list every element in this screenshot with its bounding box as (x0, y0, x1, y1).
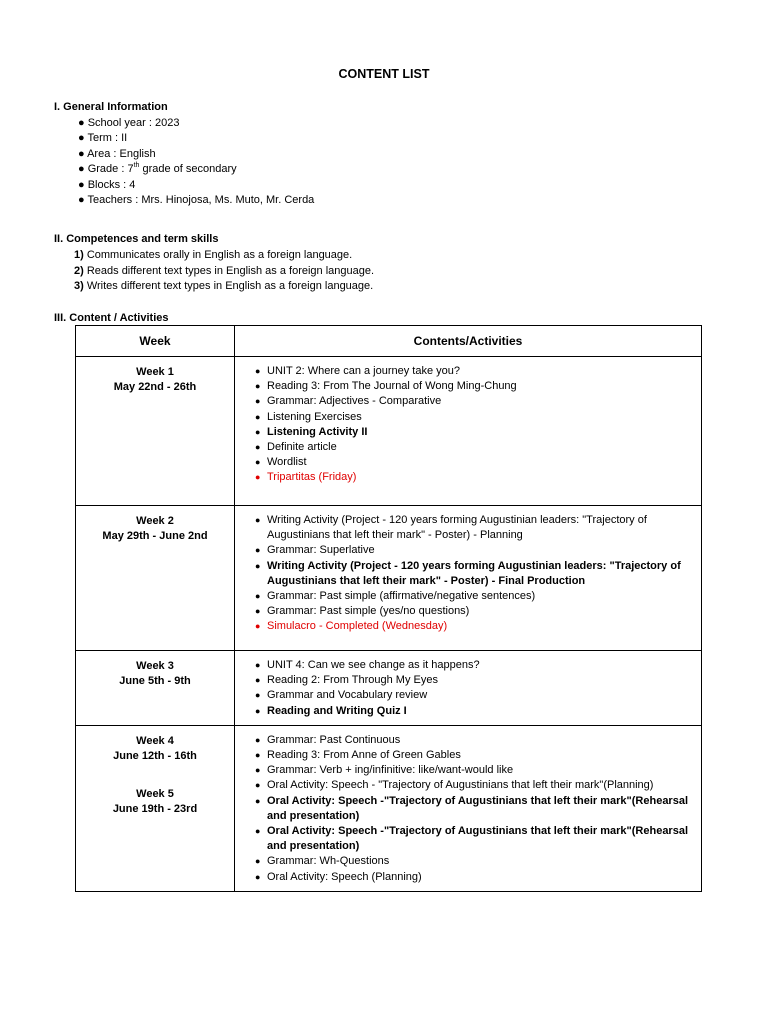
list-item: ● Term : II (78, 132, 128, 145)
list-item: ● Reading and Writing Quiz I (255, 704, 691, 719)
table-row (76, 506, 702, 651)
list-item (74, 279, 374, 295)
list-item: ● Simulacro - Completed (Wednesday) (255, 619, 691, 634)
school-year: School year : 2023 (87, 117, 180, 129)
table-row (76, 357, 702, 506)
list-item: ● UNIT 2: Where can a journey take you? (255, 364, 691, 379)
list-item: ● Oral Activity: Speech - "Trajectory of Augustinians that left their mark"(Planning) (255, 778, 691, 793)
activities-cell (235, 506, 702, 651)
list-item: ● Grammar: Wh-Questions (255, 854, 691, 869)
activities-cell (235, 725, 702, 891)
list-item: ● Reading 3: From The Journal of Wong Ming-Chung (255, 379, 691, 394)
list-item: ● Grammar: Verb + ing/infinitive: like/want-would like (255, 763, 691, 778)
grade: Grade : 7 (87, 163, 134, 176)
week-spacer (77, 765, 233, 787)
list-item: ● Oral Activity: Speech -"Trajectory of Augustinians that left their mark"(Rehearsal and presentation) (255, 824, 691, 854)
list-item: ● Oral Activity: Speech -"Trajectory of Augustinians that left their mark"(Rehearsal and presentation) (255, 794, 691, 824)
list-item: ● Grammar and Vocabulary review (255, 688, 691, 703)
week-cell (76, 506, 235, 651)
list-item: ● School year : 2023 (78, 117, 180, 129)
term: Term : II (87, 132, 128, 145)
list-item: ● Grammar: Adjectives - Comparative (255, 394, 691, 409)
list-item: ● Listening Activity II (255, 425, 691, 440)
activities-cell (235, 357, 702, 506)
week-dates: June 5th - 9th (119, 675, 191, 688)
table-row (76, 651, 702, 726)
activities-column-header: Contents/Activities (235, 326, 702, 357)
week-column-header: Week (76, 326, 235, 357)
list-item: ● Grade : 7th grade of secondary (78, 162, 237, 176)
blocks: Blocks : 4 (87, 178, 136, 191)
week-cell (76, 725, 235, 891)
item-text: Communicates orally in English as a foreign language. (83, 249, 353, 261)
list-item: ● Blocks : 4 (78, 178, 136, 191)
list-item: ● Tripartitas (Friday) (255, 470, 691, 485)
content-table (75, 325, 702, 892)
general-info-heading: I. General Information (54, 101, 168, 113)
list-item: ● Reading 3: From Anne of Green Gables (255, 748, 691, 763)
competences-heading: II. Competences and term skills (54, 233, 219, 245)
item-number: 3) (74, 280, 84, 292)
week-label: Week 3 (136, 660, 174, 672)
item-number: 2) (74, 264, 84, 277)
table-row (76, 725, 702, 891)
item-text: Reads different text types in English as a foreign language. (83, 264, 375, 277)
week-label: Week 5 (136, 787, 174, 800)
grade-suffix: th (133, 162, 140, 170)
week-label: Week 4 (136, 734, 174, 747)
list-item: ● UNIT 4: Can we see change as it happens? (255, 658, 691, 673)
week-cell (76, 357, 235, 506)
teachers: Teachers : Mrs. Hinojosa, Ms. Muto, Mr. Cerda (87, 193, 315, 206)
week-dates: May 22nd - 26th (113, 381, 197, 394)
week-label: Week 2 (136, 515, 174, 527)
list-item: ● Definite article (255, 440, 691, 455)
content-heading: III. Content / Activities (54, 312, 169, 324)
list-item (74, 264, 374, 280)
area: Area : English (87, 147, 156, 160)
week-dates: June 19th - 23rd (112, 803, 198, 816)
week-cell (76, 651, 235, 726)
week-dates: June 12th - 16th (113, 750, 197, 763)
list-item: ● Grammar: Superlative (255, 543, 691, 558)
list-item: ● Grammar: Past simple (affirmative/negative sentences) (255, 589, 691, 604)
week-label: Week 1 (136, 366, 174, 378)
list-item: ● Oral Activity: Speech (Planning) (255, 870, 691, 885)
list-item (74, 248, 374, 264)
list-item: ● Wordlist (255, 455, 691, 470)
general-info-list (78, 116, 314, 208)
document-title: CONTENT LIST (338, 67, 430, 81)
week-dates: May 29th - June 2nd (102, 530, 208, 543)
grade-rest: grade of secondary (139, 163, 237, 176)
activities-cell (235, 651, 702, 726)
item-number: 1) (74, 249, 84, 261)
list-item: ● Writing Activity (Project - 120 years forming Augustinian leaders: "Trajectory of Augustinians that left their mark" - Poster) - Planning (255, 513, 691, 543)
list-item: ● Grammar: Past Continuous (255, 733, 691, 748)
table-header-row (76, 326, 702, 357)
list-item: ● Grammar: Past simple (yes/no questions) (255, 604, 691, 619)
list-item: ● Teachers : Mrs. Hinojosa, Ms. Muto, Mr. Cerda (78, 193, 315, 206)
list-item: ● Area : English (78, 147, 156, 160)
item-text: Writes different text types in English as a foreign language. (83, 280, 374, 292)
competences-list (74, 248, 374, 295)
list-item: ● Reading 2: From Through My Eyes (255, 673, 691, 688)
list-item: ● Writing Activity (Project - 120 years forming Augustinian leaders: "Trajectory of Augustinians that left their mark" - Poster) - Final Production (255, 559, 691, 589)
list-item: ● Listening Exercises (255, 410, 691, 425)
